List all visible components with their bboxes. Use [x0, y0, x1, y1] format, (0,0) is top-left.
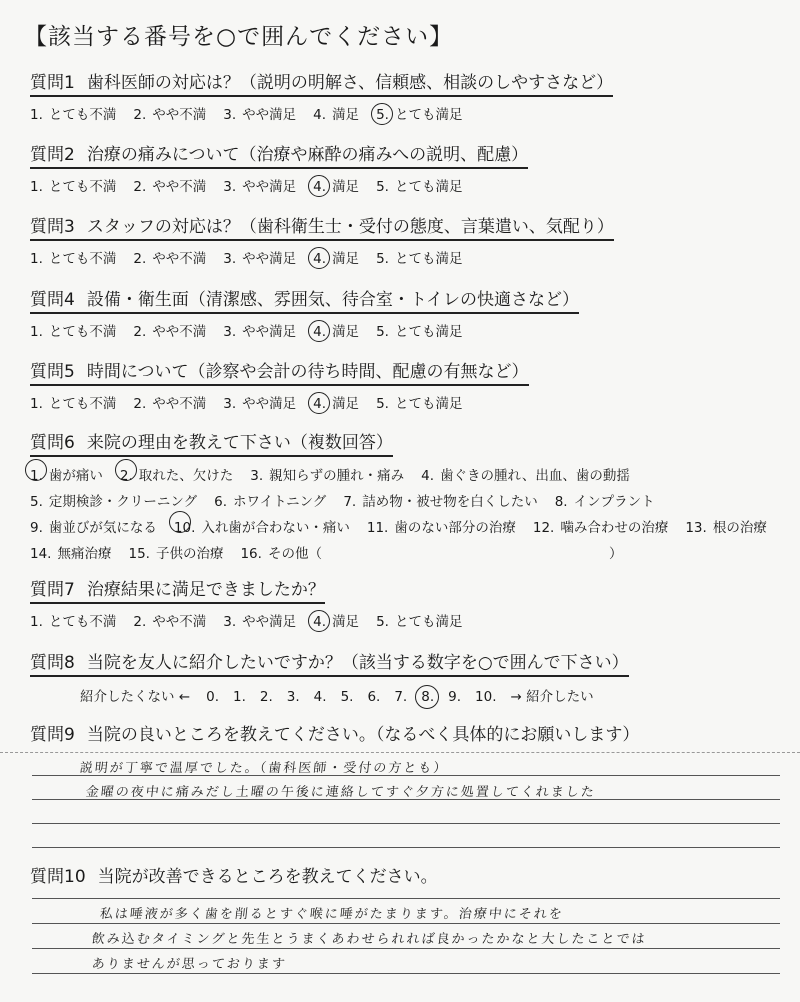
- option-number: 2.: [133, 179, 147, 195]
- option-label: 満足: [332, 251, 360, 267]
- option-label: その他（: [267, 546, 322, 562]
- option-number: 15.: [128, 546, 150, 562]
- option-number: 3.: [223, 324, 237, 340]
- option-label: やや不満: [152, 324, 207, 340]
- option-number: 2.: [133, 614, 147, 630]
- scale-option-4[interactable]: 4.: [313, 689, 327, 705]
- option-1[interactable]: [30, 320, 116, 340]
- option-label: 親知らずの腫れ・痛み: [269, 468, 405, 484]
- option-5[interactable]: [376, 103, 462, 123]
- question-number: 質問6: [30, 433, 75, 453]
- option-number: 14.: [30, 546, 52, 562]
- option-list: [30, 320, 790, 340]
- option-label: とても満足: [394, 324, 463, 340]
- option-number: 1.: [30, 251, 43, 267]
- option-label: 取れた、欠けた: [138, 468, 234, 484]
- option-number: 1.: [30, 107, 43, 123]
- option-list: [30, 103, 790, 123]
- option-label: やや満足: [242, 107, 297, 123]
- option-1[interactable]: [30, 103, 116, 123]
- option-number: 5.: [376, 396, 389, 412]
- option-number: 2.: [120, 463, 133, 489]
- option-label: やや満足: [242, 324, 297, 340]
- handwritten-answer: ありませんが思っております: [91, 957, 288, 972]
- recommend-scale: [30, 685, 790, 705]
- option-number: 16.: [240, 546, 262, 562]
- scale-option-1[interactable]: 1.: [233, 689, 246, 705]
- option-number: 4.: [313, 396, 327, 412]
- question-title: [30, 575, 325, 604]
- option-label: やや満足: [242, 179, 297, 195]
- option-5[interactable]: [30, 489, 197, 515]
- option-1[interactable]: [30, 247, 116, 267]
- option-1[interactable]: [30, 175, 116, 195]
- scale-option-9[interactable]: 9.: [448, 689, 462, 705]
- question-text: 当院の良いところを教えてください。（なるべく具体的にお願いします）: [86, 725, 640, 745]
- handwritten-answer: 金曜の夜中に痛みだし土曜の午後に連絡してすぐ夕方に処置してくれました: [85, 785, 597, 800]
- option-label: とても満足: [394, 396, 463, 412]
- question-8: [30, 648, 790, 705]
- option-3[interactable]: [250, 463, 404, 489]
- option-8[interactable]: [555, 489, 655, 515]
- question-title: [30, 212, 614, 241]
- question-9: [30, 720, 790, 747]
- option-2[interactable]: [133, 103, 206, 123]
- option-4[interactable]: [313, 247, 359, 267]
- option-number: 3.: [223, 614, 237, 630]
- option-label: 入れ歯が合わない・痛い: [201, 520, 350, 536]
- option-label: やや満足: [242, 251, 297, 267]
- option-label: 歯が痛い: [48, 468, 103, 484]
- option-number: 1.: [30, 179, 43, 195]
- option-number: 2.: [133, 324, 147, 340]
- option-14[interactable]: [30, 541, 111, 567]
- question-7: [30, 575, 790, 630]
- option-number: 2.: [133, 396, 147, 412]
- scale-option-10[interactable]: 10.: [475, 689, 497, 705]
- scale-option-2[interactable]: 2.: [259, 689, 273, 705]
- option-number: 5.: [30, 494, 43, 510]
- option-3[interactable]: [223, 103, 296, 123]
- option-5[interactable]: [376, 392, 462, 412]
- option-list: [30, 247, 790, 267]
- question-5: [30, 357, 790, 412]
- option-13[interactable]: [685, 515, 766, 541]
- option-number: 5.: [376, 324, 389, 340]
- answer-line: [32, 948, 780, 949]
- option-number: 3.: [223, 396, 237, 412]
- option-10[interactable]: [174, 515, 350, 541]
- question-text: 治療の痛みについて（治療や麻酔の痛みへの説明、配慮）: [86, 145, 529, 165]
- option-5[interactable]: [376, 175, 462, 195]
- option-label: 満足: [332, 614, 360, 630]
- option-label: インプラント: [573, 494, 655, 510]
- option-list: [30, 175, 790, 195]
- scale-option-7[interactable]: 7.: [394, 689, 408, 705]
- answer-line: [32, 823, 780, 824]
- option-5[interactable]: [376, 610, 462, 630]
- option-label: 歯のない部分の治療: [394, 520, 516, 536]
- question-number: 質問9: [30, 725, 75, 745]
- option-label: とても不満: [48, 107, 117, 123]
- option-label: 満足: [332, 107, 360, 123]
- option-label: 満足: [332, 179, 360, 195]
- option-4[interactable]: [313, 320, 359, 340]
- handwritten-answer: 説明が丁寧で温厚でした。（歯科医師・受付の方とも）: [79, 761, 450, 776]
- handwritten-answer: 私は唾液が多く歯を削るとすぐ喉に唾がたまります。治療中にそれを: [99, 907, 565, 922]
- scale-right-label: → 紹介したい: [510, 689, 594, 705]
- option-number: 10.: [174, 515, 195, 541]
- option-3[interactable]: [223, 610, 296, 630]
- option-number: 8.: [554, 494, 568, 510]
- option-2[interactable]: [133, 247, 206, 267]
- question-title: [30, 140, 528, 169]
- option-label: とても満足: [394, 179, 463, 195]
- question-10: [30, 862, 790, 889]
- question-number: 質問1: [30, 73, 75, 93]
- option-5[interactable]: [376, 247, 462, 267]
- option-number: 5.: [376, 107, 389, 123]
- scale-option-0[interactable]: 0.: [206, 689, 219, 705]
- option-1[interactable]: [30, 463, 103, 489]
- option-number: 3.: [223, 251, 237, 267]
- option-number: 1.: [30, 614, 43, 630]
- question-text: 治療結果に満足できましたか？: [86, 580, 325, 600]
- option-label: やや不満: [152, 107, 207, 123]
- option-4[interactable]: [313, 610, 359, 630]
- option-3[interactable]: [223, 247, 296, 267]
- option-label: やや満足: [242, 396, 297, 412]
- option-list: [30, 463, 790, 567]
- question-number: 質問4: [30, 290, 75, 310]
- option-number: 4.: [421, 468, 435, 484]
- question-number: 質問7: [30, 580, 75, 600]
- option-4[interactable]: [313, 103, 359, 123]
- option-label: やや不満: [152, 614, 207, 630]
- option-number: 4.: [313, 107, 327, 123]
- answer-line: [32, 898, 780, 899]
- option-label: 歯ぐきの腫れ、出血、歯の動揺: [440, 468, 630, 484]
- option-number: 4.: [313, 614, 327, 630]
- question-text: 当院を友人に紹介したいですか？（該当する数字を○で囲んで下さい）: [86, 653, 629, 673]
- question-title: [30, 862, 438, 889]
- option-number: 5.: [376, 251, 389, 267]
- option-number: 3.: [250, 468, 264, 484]
- divider: [0, 752, 800, 753]
- scale-option-3[interactable]: 3.: [286, 689, 300, 705]
- option-3[interactable]: [223, 175, 296, 195]
- option-12[interactable]: [533, 515, 668, 541]
- option-label: とても不満: [48, 179, 117, 195]
- option-label: 歯並びが気になる: [48, 520, 157, 536]
- question-number: 質問10: [30, 867, 86, 887]
- option-label: やや不満: [152, 396, 207, 412]
- option-label: 根の治療: [712, 520, 767, 536]
- question-2: [30, 140, 790, 195]
- question-number: 質問2: [30, 145, 75, 165]
- option-11[interactable]: [367, 515, 516, 541]
- question-number: 質問3: [30, 217, 75, 237]
- option-label: とても不満: [48, 251, 117, 267]
- option-label: とても不満: [48, 396, 117, 412]
- option-number: 1.: [30, 324, 43, 340]
- handwritten-answer: 飲み込むタイミングと先生とうまくあわせられれば良かったかなと大したことでは: [91, 932, 648, 947]
- option-label: やや不満: [152, 251, 207, 267]
- option-label: ホワイトニング: [233, 494, 327, 510]
- question-title: [30, 357, 529, 386]
- option-2[interactable]: [133, 392, 206, 412]
- scale-option-6[interactable]: 6.: [367, 689, 381, 705]
- question-text: スタッフの対応は？（歯科衛生士・受付の態度、言葉遣い、気配り）: [86, 217, 614, 237]
- scale-left-label: 紹介したくない ←: [80, 689, 191, 705]
- option-label: とても不満: [48, 614, 117, 630]
- question-6: [30, 428, 790, 567]
- question-4: [30, 285, 790, 340]
- option-3[interactable]: [223, 392, 296, 412]
- option-label: とても不満: [48, 324, 117, 340]
- option-2[interactable]: [133, 610, 206, 630]
- option-number: 2.: [133, 251, 147, 267]
- option-label: とても満足: [394, 107, 463, 123]
- scale-option-8[interactable]: 8.: [421, 689, 435, 705]
- option-number: 4.: [313, 251, 327, 267]
- option-number: 5.: [376, 614, 389, 630]
- option-1[interactable]: [30, 392, 116, 412]
- option-label: とても満足: [394, 614, 463, 630]
- option-label: 無痛治療: [57, 546, 112, 562]
- option-number: 7.: [343, 494, 357, 510]
- other-close-paren: ）: [608, 546, 623, 562]
- question-title: [30, 68, 613, 97]
- question-title: [30, 648, 629, 677]
- question-1: [30, 68, 790, 123]
- option-2[interactable]: [133, 320, 206, 340]
- option-label: 定期検診・クリーニング: [48, 494, 198, 510]
- scale-option-5[interactable]: 5.: [340, 689, 354, 705]
- option-7[interactable]: [343, 489, 537, 515]
- option-number: 4.: [313, 179, 327, 195]
- option-number: 12.: [532, 520, 555, 536]
- option-number: 1.: [30, 463, 43, 489]
- question-number: 質問8: [30, 653, 75, 673]
- option-number: 2.: [133, 107, 147, 123]
- option-number: 5.: [376, 179, 389, 195]
- question-3: [30, 212, 790, 267]
- option-6[interactable]: [214, 489, 326, 515]
- option-number: 11.: [366, 520, 389, 536]
- option-1[interactable]: [30, 610, 116, 630]
- option-number: 13.: [685, 520, 707, 536]
- option-3[interactable]: [223, 320, 296, 340]
- question-number: 質問5: [30, 362, 75, 382]
- option-label: 詰め物・被せ物を白くしたい: [362, 494, 538, 510]
- option-number: 6.: [214, 494, 228, 510]
- option-15[interactable]: [128, 541, 223, 567]
- option-number: 1.: [30, 396, 43, 412]
- question-text: 設備・衛生面（清潔感、雰囲気、待合室・トイレの快適さなど）: [86, 290, 579, 310]
- option-label: 満足: [332, 324, 360, 340]
- option-number: 4.: [313, 324, 327, 340]
- option-label: やや不満: [152, 179, 207, 195]
- option-5[interactable]: [376, 320, 462, 340]
- option-4[interactable]: [313, 392, 359, 412]
- answer-line: [32, 973, 780, 974]
- option-label: 満足: [332, 396, 360, 412]
- option-4[interactable]: [421, 463, 630, 489]
- question-title: [30, 428, 393, 457]
- question-title: [30, 720, 639, 747]
- option-number: 3.: [223, 107, 237, 123]
- answer-line: [32, 847, 780, 848]
- option-2[interactable]: [133, 175, 206, 195]
- option-4[interactable]: [313, 175, 359, 195]
- option-9[interactable]: [30, 515, 157, 541]
- question-text: 時間について（診察や会計の待ち時間、配慮の有無など）: [86, 362, 529, 382]
- question-text: 歯科医師の対応は？（説明の明解さ、信頼感、相談のしやすさなど）: [86, 73, 614, 93]
- option-label: とても満足: [394, 251, 463, 267]
- question-text: 当院が改善できるところを教えてください。: [97, 867, 438, 887]
- answer-line: [32, 923, 780, 924]
- option-label: やや満足: [242, 614, 297, 630]
- option-16[interactable]: [240, 541, 321, 567]
- option-number: 9.: [30, 520, 43, 536]
- option-label: 噛み合わせの治療: [560, 520, 669, 536]
- question-title: [30, 285, 579, 314]
- option-list: [30, 610, 790, 630]
- option-2[interactable]: [120, 463, 233, 489]
- option-number: 3.: [223, 179, 237, 195]
- option-label: 子供の治療: [155, 546, 224, 562]
- option-list: [30, 392, 790, 412]
- question-text: 来院の理由を教えて下さい（複数回答）: [86, 433, 393, 453]
- instruction-heading: 【該当する番号を○で囲んでください】: [24, 24, 454, 50]
